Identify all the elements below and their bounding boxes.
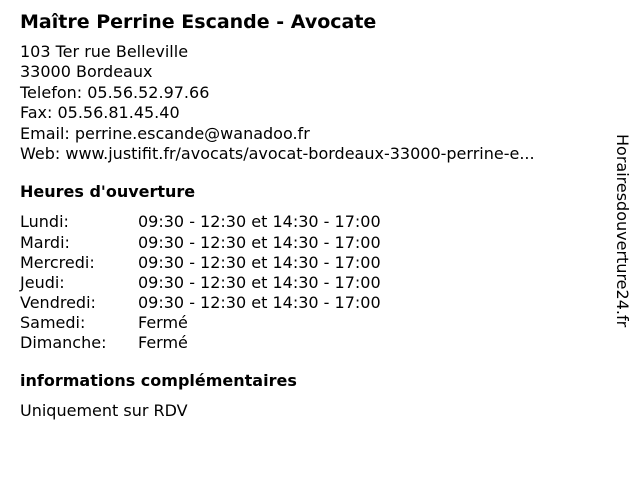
day-label: Jeudi: bbox=[20, 272, 65, 292]
fax-number: Fax: 05.56.81.45.40 bbox=[20, 103, 180, 123]
day-label: Lundi: bbox=[20, 212, 69, 232]
page-title: Maître Perrine Escande - Avocate bbox=[20, 11, 377, 33]
business-card bbox=[20, 10, 600, 421]
hours-value: 09:30 - 12:30 et 14:30 - 17:00 bbox=[138, 232, 381, 252]
hours-value: 09:30 - 12:30 et 14:30 - 17:00 bbox=[138, 272, 381, 292]
additional-info-text: Uniquement sur RDV bbox=[20, 401, 188, 421]
hours-row-monday bbox=[20, 212, 600, 232]
street-address: 103 Ter rue Belleville bbox=[20, 42, 189, 61]
hours-row-friday bbox=[20, 293, 600, 313]
website-url: Web: www.justifit.fr/avocats/avocat-bordeaux-33000-perrine-e... bbox=[20, 144, 535, 164]
hours-row-wednesday bbox=[20, 253, 600, 273]
hours-row-tuesday bbox=[20, 233, 600, 253]
hours-row-saturday bbox=[20, 313, 600, 333]
additional-info-heading: informations complémentaires bbox=[20, 371, 297, 391]
hours-value: Fermé bbox=[138, 312, 188, 332]
day-label: Mardi: bbox=[20, 232, 70, 252]
hours-value: 09:30 - 12:30 et 14:30 - 17:00 bbox=[138, 212, 381, 232]
day-label: Vendredi: bbox=[20, 292, 96, 312]
opening-hours-heading: Heures d'ouverture bbox=[20, 182, 196, 202]
hours-row-sunday bbox=[20, 333, 600, 353]
hours-value: 09:30 - 12:30 et 14:30 - 17:00 bbox=[138, 292, 381, 312]
phone-number: Telefon: 05.56.52.97.66 bbox=[20, 82, 210, 102]
day-label: Dimanche: bbox=[20, 333, 107, 352]
day-label: Samedi: bbox=[20, 312, 86, 332]
opening-hours-table bbox=[20, 212, 600, 353]
day-label: Mercredi: bbox=[20, 252, 95, 272]
email-address: Email: perrine.escande@wanadoo.fr bbox=[20, 123, 310, 143]
hours-value: 09:30 - 12:30 et 14:30 - 17:00 bbox=[138, 252, 381, 272]
site-brand-vertical: Horairesdouverture24.fr bbox=[613, 134, 632, 328]
contact-block bbox=[20, 42, 600, 164]
postal-city: 33000 Bordeaux bbox=[20, 62, 153, 82]
hours-row-thursday bbox=[20, 273, 600, 293]
hours-value: Fermé bbox=[138, 333, 188, 352]
